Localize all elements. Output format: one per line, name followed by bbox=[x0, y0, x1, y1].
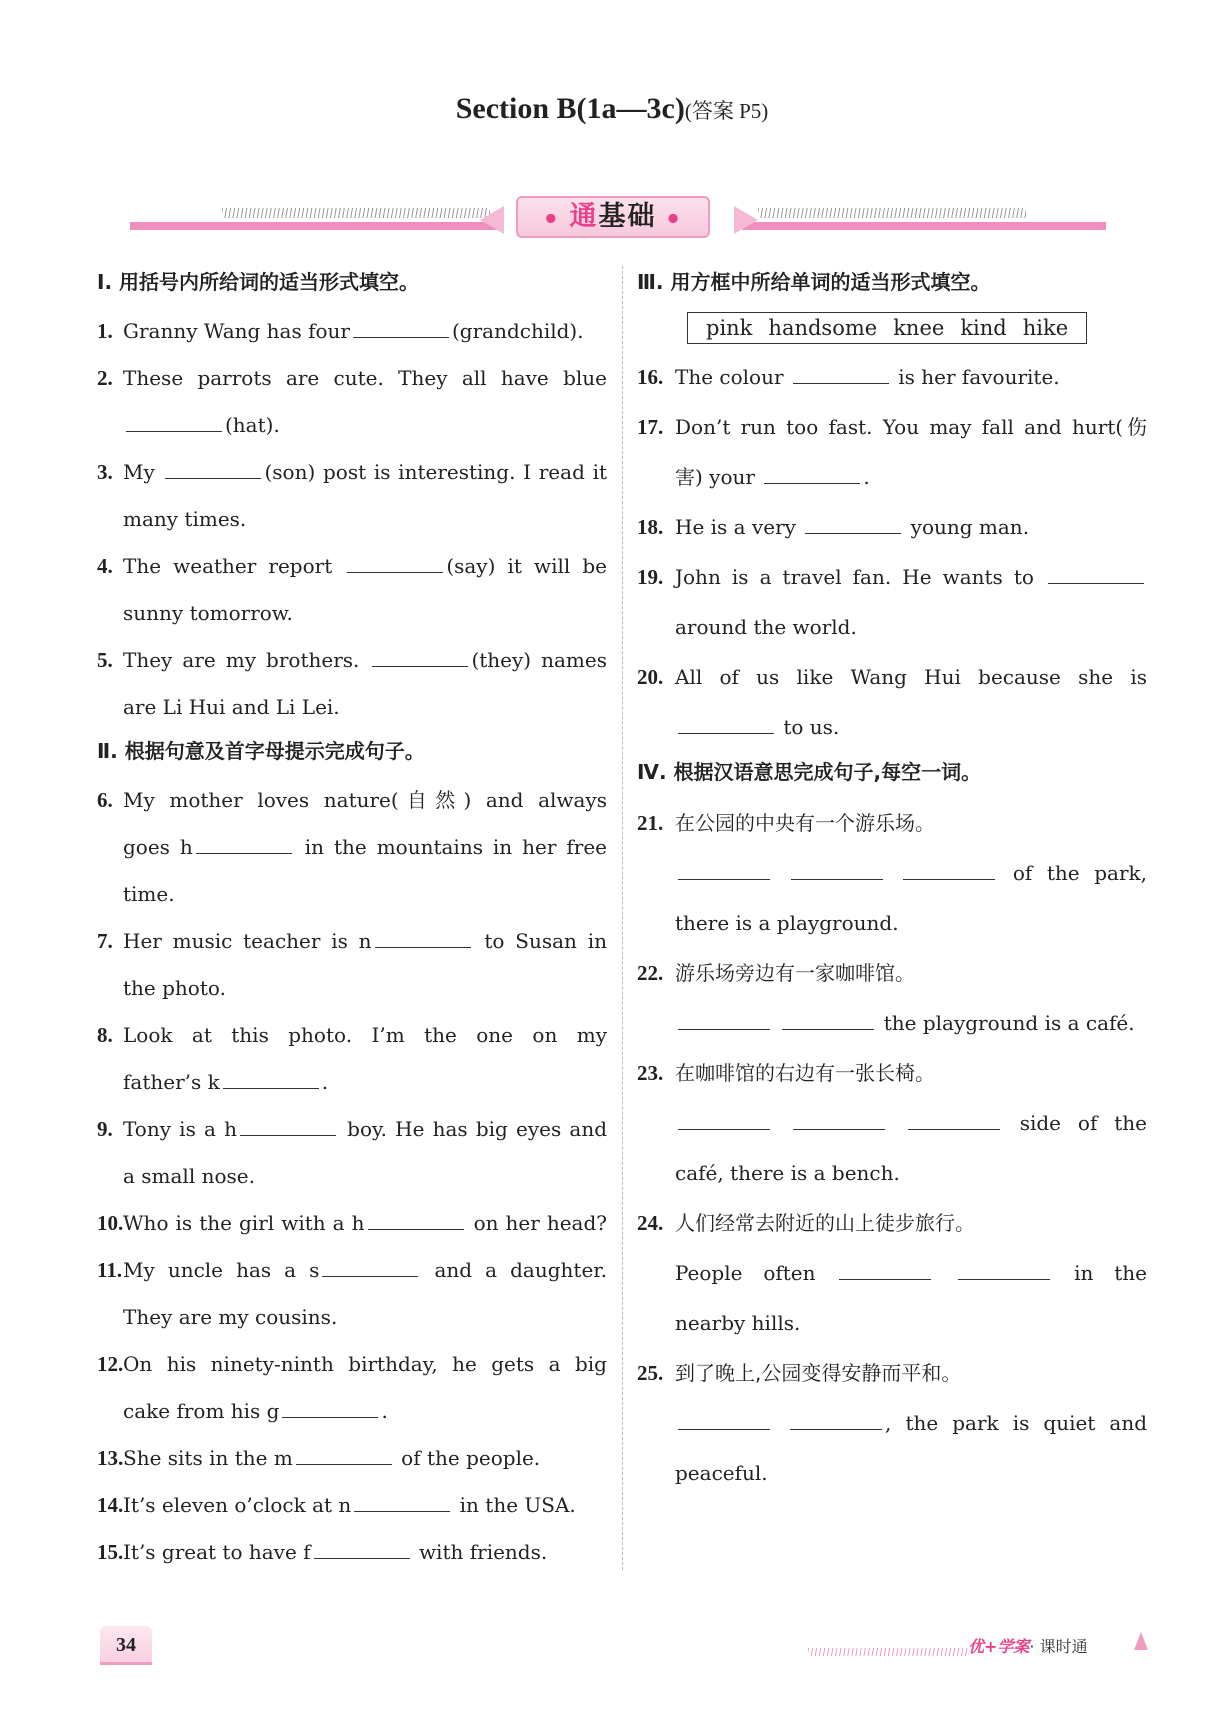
question-text: and a daughter. bbox=[434, 1258, 607, 1282]
question-22-cont bbox=[637, 998, 1147, 1048]
tower-icon bbox=[1134, 1632, 1148, 1650]
question-text: All of us like Wang Hui because she is bbox=[675, 665, 1147, 689]
question-17 bbox=[637, 402, 1147, 452]
answer-blank[interactable] bbox=[375, 919, 471, 948]
question-22 bbox=[637, 948, 1147, 998]
question-21-cont bbox=[637, 848, 1147, 898]
question-19-cont: around the world. bbox=[675, 615, 857, 639]
section-2-heading: Ⅱ. 根据句意及首字母提示完成句子。 bbox=[97, 739, 425, 763]
column-divider bbox=[622, 266, 623, 1570]
question-text: young man. bbox=[910, 515, 1030, 539]
question-text: Granny Wang has four bbox=[123, 319, 350, 343]
question-text: 游乐场旁边有一家咖啡馆。 bbox=[675, 961, 915, 985]
question-2-cont bbox=[97, 402, 607, 449]
question-text: It’s great to have f bbox=[123, 1540, 311, 1564]
answer-blank[interactable] bbox=[196, 825, 292, 854]
question-number: 3. bbox=[97, 460, 113, 484]
question-25-cont bbox=[637, 1398, 1147, 1448]
answer-blank[interactable] bbox=[790, 1401, 882, 1430]
question-text: My mother loves nature(自然) and always bbox=[123, 788, 607, 812]
answer-blank[interactable] bbox=[126, 403, 222, 432]
question-21-cont2: there is a playground. bbox=[675, 911, 899, 935]
question-number: 13. bbox=[97, 1446, 124, 1470]
word-box-item: knee bbox=[893, 316, 945, 340]
question-number: 5. bbox=[97, 648, 113, 672]
answer-blank[interactable] bbox=[223, 1060, 319, 1089]
answer-blank[interactable] bbox=[240, 1107, 336, 1136]
answer-blank[interactable] bbox=[296, 1436, 392, 1465]
question-text: boy. He has big eyes and bbox=[347, 1117, 607, 1141]
answer-blank[interactable] bbox=[678, 1101, 770, 1130]
question-text: My bbox=[123, 460, 155, 484]
section-4-heading: Ⅳ. 根据汉语意思完成句子,每空一词。 bbox=[637, 760, 982, 784]
question-number: 23. bbox=[637, 1061, 664, 1085]
question-text: The weather report bbox=[123, 554, 333, 578]
question-number: 20. bbox=[637, 665, 664, 689]
question-number: 17. bbox=[637, 415, 664, 439]
question-text: 人们经常去附近的山上徒步旅行。 bbox=[675, 1211, 975, 1235]
question-number: 6. bbox=[97, 788, 113, 812]
dot-icon: ● bbox=[545, 210, 559, 225]
answer-blank[interactable] bbox=[791, 851, 883, 880]
question-5-cont: are Li Hui and Li Lei. bbox=[123, 695, 340, 719]
question-text: . bbox=[863, 465, 870, 489]
question-11 bbox=[97, 1247, 607, 1294]
dot-icon: ● bbox=[667, 210, 681, 225]
question-number: 19. bbox=[637, 565, 664, 589]
question-24 bbox=[637, 1198, 1147, 1248]
word-box bbox=[687, 312, 1087, 344]
question-9-cont: a small nose. bbox=[123, 1164, 255, 1188]
brand-logo-text: 优+学案 bbox=[968, 1637, 1030, 1656]
question-text: John is a travel fan. He wants to bbox=[675, 565, 1034, 589]
question-number: 22. bbox=[637, 961, 664, 985]
answer-blank[interactable] bbox=[782, 1001, 874, 1030]
answer-blank[interactable] bbox=[314, 1530, 410, 1559]
question-text: to Susan in bbox=[484, 929, 607, 953]
question-4-cont: sunny tomorrow. bbox=[123, 601, 293, 625]
answer-blank[interactable] bbox=[764, 455, 860, 484]
word-box-item: kind bbox=[960, 316, 1007, 340]
question-text: It’s eleven o’clock at n bbox=[123, 1493, 352, 1517]
question-12-cont bbox=[97, 1388, 607, 1435]
banner-hatch-left bbox=[222, 208, 490, 218]
answer-blank[interactable] bbox=[678, 1401, 770, 1430]
answer-blank[interactable] bbox=[793, 1101, 885, 1130]
question-8-cont bbox=[97, 1059, 607, 1106]
question-25 bbox=[637, 1348, 1147, 1398]
word-box-item: hike bbox=[1022, 316, 1069, 340]
question-text: 害) your bbox=[675, 465, 755, 489]
question-text: . bbox=[321, 1070, 329, 1094]
footer-hatch bbox=[808, 1648, 968, 1656]
question-text: to us. bbox=[783, 715, 840, 739]
banner-arrow-left bbox=[480, 206, 504, 234]
question-text: goes h bbox=[123, 835, 193, 859]
question-14 bbox=[97, 1482, 607, 1529]
answer-blank[interactable] bbox=[839, 1251, 931, 1280]
question-text: on her head? bbox=[473, 1211, 608, 1235]
question-text: (grandchild). bbox=[451, 319, 584, 343]
answer-blank[interactable] bbox=[372, 638, 468, 667]
question-text: of the people. bbox=[401, 1446, 541, 1470]
question-23-cont bbox=[637, 1098, 1147, 1148]
question-number: 10. bbox=[97, 1211, 124, 1235]
question-number: 15. bbox=[97, 1540, 124, 1564]
question-text: They are my brothers. bbox=[123, 648, 360, 672]
question-1 bbox=[97, 308, 607, 355]
question-3-cont: many times. bbox=[123, 507, 247, 531]
banner-bar-right bbox=[742, 222, 1106, 230]
question-number: 11. bbox=[97, 1258, 123, 1282]
question-number: 2. bbox=[97, 366, 113, 390]
question-number: 25. bbox=[637, 1361, 664, 1385]
banner-first-char: 通 bbox=[569, 201, 599, 232]
banner-hatch-right bbox=[758, 208, 1026, 218]
banner-arrow-right bbox=[734, 206, 758, 234]
question-text: 在公园的中央有一个游乐场。 bbox=[675, 811, 935, 835]
question-6 bbox=[97, 777, 607, 824]
question-13 bbox=[97, 1435, 607, 1482]
question-text: People often bbox=[675, 1261, 816, 1285]
section-3-heading: Ⅲ. 用方框中所给单词的适当形式填空。 bbox=[637, 270, 991, 294]
question-number: 9. bbox=[97, 1117, 113, 1141]
question-text: side of the bbox=[1019, 1111, 1148, 1135]
question-24-cont bbox=[637, 1248, 1147, 1298]
question-text: My uncle has a s bbox=[123, 1258, 320, 1282]
question-11-cont: They are my cousins. bbox=[123, 1305, 338, 1329]
answer-blank[interactable] bbox=[368, 1201, 464, 1230]
question-2 bbox=[97, 355, 607, 402]
answer-blank[interactable] bbox=[165, 450, 261, 479]
answer-blank[interactable] bbox=[354, 1483, 450, 1512]
answer-blank[interactable] bbox=[793, 355, 889, 384]
question-text: 在咖啡馆的右边有一张长椅。 bbox=[675, 1061, 935, 1085]
question-text: These parrots are cute. They all have blue bbox=[123, 366, 607, 390]
answer-blank[interactable] bbox=[903, 851, 995, 880]
question-15 bbox=[97, 1529, 607, 1576]
footer-brand bbox=[968, 1634, 1088, 1657]
answer-reference: (答案 P5) bbox=[684, 99, 769, 123]
question-text: with friends. bbox=[418, 1540, 548, 1564]
answer-blank[interactable] bbox=[322, 1248, 418, 1277]
question-23 bbox=[637, 1048, 1147, 1098]
question-5 bbox=[97, 637, 607, 684]
answer-blank[interactable] bbox=[1048, 555, 1144, 584]
question-25-cont2: peaceful. bbox=[675, 1461, 768, 1485]
page-title bbox=[0, 92, 1224, 126]
question-number: 4. bbox=[97, 554, 113, 578]
question-10 bbox=[97, 1200, 607, 1247]
right-column bbox=[637, 262, 1147, 1498]
question-text: Look at this photo. I’m the one on my bbox=[123, 1023, 607, 1047]
question-text: in the USA. bbox=[459, 1493, 576, 1517]
question-number: 7. bbox=[97, 929, 113, 953]
question-text: Her music teacher is n bbox=[123, 929, 372, 953]
question-text: the playground is a café. bbox=[883, 1011, 1135, 1035]
question-9 bbox=[97, 1106, 607, 1153]
question-7 bbox=[97, 918, 607, 965]
question-19 bbox=[637, 552, 1147, 602]
question-text: in the bbox=[1074, 1261, 1147, 1285]
answer-blank[interactable] bbox=[958, 1251, 1050, 1280]
question-6-cont2: time. bbox=[123, 882, 175, 906]
word-box-item: pink bbox=[706, 316, 753, 340]
question-24-cont2: nearby hills. bbox=[675, 1311, 801, 1335]
question-text: The colour bbox=[675, 365, 784, 389]
question-16 bbox=[637, 352, 1147, 402]
question-number: 24. bbox=[637, 1211, 664, 1235]
question-text: Tony is a h bbox=[123, 1117, 237, 1141]
question-text: On his ninety-ninth birthday, he gets a big bbox=[123, 1352, 607, 1376]
question-6-cont bbox=[97, 824, 607, 871]
left-column bbox=[97, 262, 607, 1576]
banner-rest: 基础 bbox=[598, 201, 657, 232]
question-text: (say) it will be bbox=[446, 554, 607, 578]
question-8 bbox=[97, 1012, 607, 1059]
question-text: Don’t run too fast. You may fall and hurt(伤 bbox=[675, 415, 1147, 439]
question-text: He is a very bbox=[675, 515, 796, 539]
question-text: of the park, bbox=[1012, 861, 1147, 885]
question-text: (son) post is interesting. I read it bbox=[264, 460, 608, 484]
question-7-cont: the photo. bbox=[123, 976, 226, 1000]
answer-blank[interactable] bbox=[678, 705, 774, 734]
answer-blank[interactable] bbox=[347, 544, 443, 573]
question-number: 1. bbox=[97, 319, 113, 343]
question-text: (hat). bbox=[225, 413, 280, 437]
question-3 bbox=[97, 449, 607, 496]
question-20-cont bbox=[637, 702, 1147, 752]
answer-blank[interactable] bbox=[353, 309, 449, 338]
question-20 bbox=[637, 652, 1147, 702]
question-number: 14. bbox=[97, 1493, 124, 1517]
question-21 bbox=[637, 798, 1147, 848]
question-18 bbox=[637, 502, 1147, 552]
question-text: is her favourite. bbox=[898, 365, 1060, 389]
banner-label bbox=[516, 196, 710, 238]
question-number: 18. bbox=[637, 515, 664, 539]
question-text: father’s k bbox=[123, 1070, 220, 1094]
question-text: cake from his g bbox=[123, 1399, 280, 1423]
question-text: Who is the girl with a h bbox=[123, 1211, 365, 1235]
answer-blank[interactable] bbox=[282, 1389, 378, 1418]
answer-blank[interactable] bbox=[678, 851, 770, 880]
series-name: · 课时通 bbox=[1029, 1637, 1088, 1656]
question-text: (they) names bbox=[471, 648, 608, 672]
section-1-heading: Ⅰ. 用括号内所给词的适当形式填空。 bbox=[97, 270, 420, 294]
question-text: . bbox=[381, 1399, 388, 1423]
question-text: in the mountains in her free bbox=[304, 835, 608, 859]
question-17-cont bbox=[637, 452, 1147, 502]
question-text: , the park is quiet and bbox=[885, 1411, 1147, 1435]
question-text: She sits in the m bbox=[123, 1446, 293, 1470]
question-number: 16. bbox=[637, 365, 664, 389]
question-text: 到了晚上,公园变得安静而平和。 bbox=[675, 1361, 962, 1385]
question-4 bbox=[97, 543, 607, 590]
answer-blank[interactable] bbox=[678, 1001, 770, 1030]
answer-blank[interactable] bbox=[908, 1101, 1000, 1130]
section-banner bbox=[130, 196, 1106, 240]
question-number: 8. bbox=[97, 1023, 113, 1047]
question-number: 21. bbox=[637, 811, 664, 835]
question-23-cont2: café, there is a bench. bbox=[675, 1161, 900, 1185]
title-main: Section B(1a—3c) bbox=[455, 92, 685, 125]
page-number: 34 bbox=[100, 1626, 152, 1665]
question-12 bbox=[97, 1341, 607, 1388]
banner-bar-left bbox=[130, 222, 500, 230]
question-number: 12. bbox=[97, 1352, 124, 1376]
word-box-item: handsome bbox=[768, 316, 878, 340]
answer-blank[interactable] bbox=[805, 505, 901, 534]
